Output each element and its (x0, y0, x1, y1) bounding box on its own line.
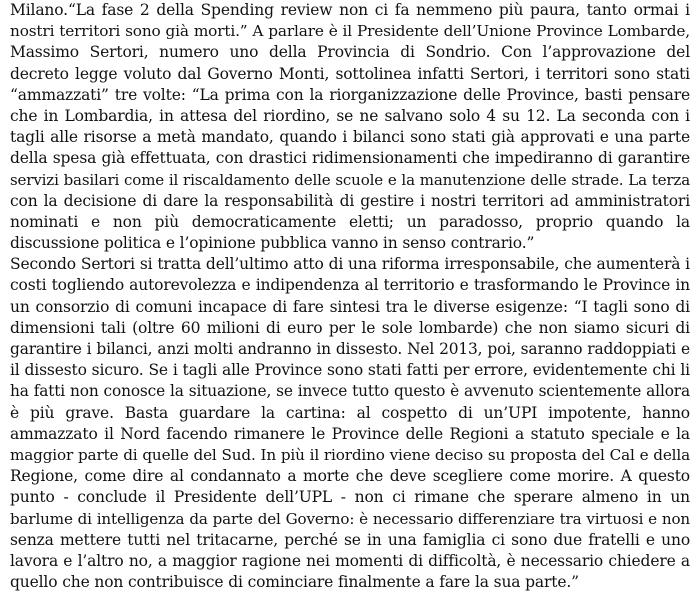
text-line: punto - conclude il Presidente dell’UPL - non ci rimane che sperare almeno in un (10, 488, 690, 507)
text-line: garantire i bilanci, anzi molti andranno in dissesto. Nel 2013, poi, saranno raddoppiati e (10, 340, 690, 358)
text-line: della spesa già effettuata, con drastici ridimensionamenti che impediranno di garantire (10, 149, 690, 168)
text-line: Regione, come dire al condannato a morte che deve scegliere come morire. A questo (10, 467, 690, 486)
text-line: lavora e l’altro no, a maggior ragione nei momenti di difficoltà, è necessario chiedere a (10, 551, 690, 570)
text-line: discussione politica e l’opinione pubblica vanno in senso contrario.” (10, 234, 535, 253)
text-line: nominati e non più democraticamente eletti; un paradosso, proprio quando la (10, 212, 690, 231)
text-line: ammazzato il Nord facendo rimanere le Province delle Regioni a statuto speciale e la (10, 424, 690, 443)
text-line: tagli alle risorse a metà mandato, quando i bilanci sono stati già approvati e una parte (10, 128, 690, 147)
text-line: un consorzio di comuni incapace di fare sintesi tra le diverse esigenze: “I tagli sono di (10, 297, 690, 316)
text-line: quello che non contribuisce di cominciare finalmente a fare la sua parte.” (10, 573, 579, 592)
text-line: decreto legge voluto dal Governo Monti, sottolinea infatti Sertori, i territori sono stati (10, 64, 690, 83)
text-line: senza mettere tutti nel tritacarne, perché se in una famiglia ci sono due fratelli e uno (10, 530, 690, 549)
text-line: nostri territori sono già morti.” A parlare è il Presidente dell’Unione Province Lombarde, (10, 22, 690, 41)
article-paragraph-2 (10, 254, 690, 593)
text-line: maggior parte di quelle del Sud. In più il riordino viene deciso su proposta del Cal e della (10, 445, 690, 464)
text-line: con la decisione di dare la responsabilità di gestire i nostri territori ad amministratori (10, 191, 690, 210)
text-line: è più grave. Basta guardare la cartina: al cospetto di un’UPI impotente, hanno (10, 403, 690, 422)
text-line: che in Lombardia, in attesa del riordino, se ne salvano solo 4 su 12. La seconda con i (10, 106, 690, 125)
text-line: “ammazzati” tre volte: “La prima con la riorganizzazione delle Province, basti pensare (10, 85, 690, 104)
text-line: costi togliendo autorevolezza e indipendenza al territorio e trasformando le Province in (10, 276, 690, 295)
text-line: Milano.“La fase 2 della Spending review non ci fa nemmeno più paura, tanto ormai i (10, 1, 690, 19)
article-paragraph-1 (10, 0, 690, 254)
text-line: ha fatti non conosce la situazione, se invece tutto questo è avvenuto scientemente allora (10, 382, 690, 401)
text-line: il dissesto sicuro. Se i tagli alle Province sono stati fatti per errore, evidentemente chi li (10, 361, 690, 380)
text-line: dimensioni tali (oltre 60 milioni di euro per le sole lombarde) che non siamo sicuri di (10, 318, 690, 337)
text-line: servizi basilari come il riscaldamento delle scuole e la manutenzione delle strade. La terza (10, 170, 690, 189)
text-line: Secondo Sertori si tratta dell’ultimo atto di una riforma irresponsabile, che aumenterà i (10, 255, 690, 274)
text-line: Massimo Sertori, numero uno della Provincia di Sondrio. Con l’approvazione del (10, 43, 690, 62)
text-line: barlume di intelligenza da parte del Governo: è necessario differenziare tra virtuosi e non (10, 509, 690, 528)
